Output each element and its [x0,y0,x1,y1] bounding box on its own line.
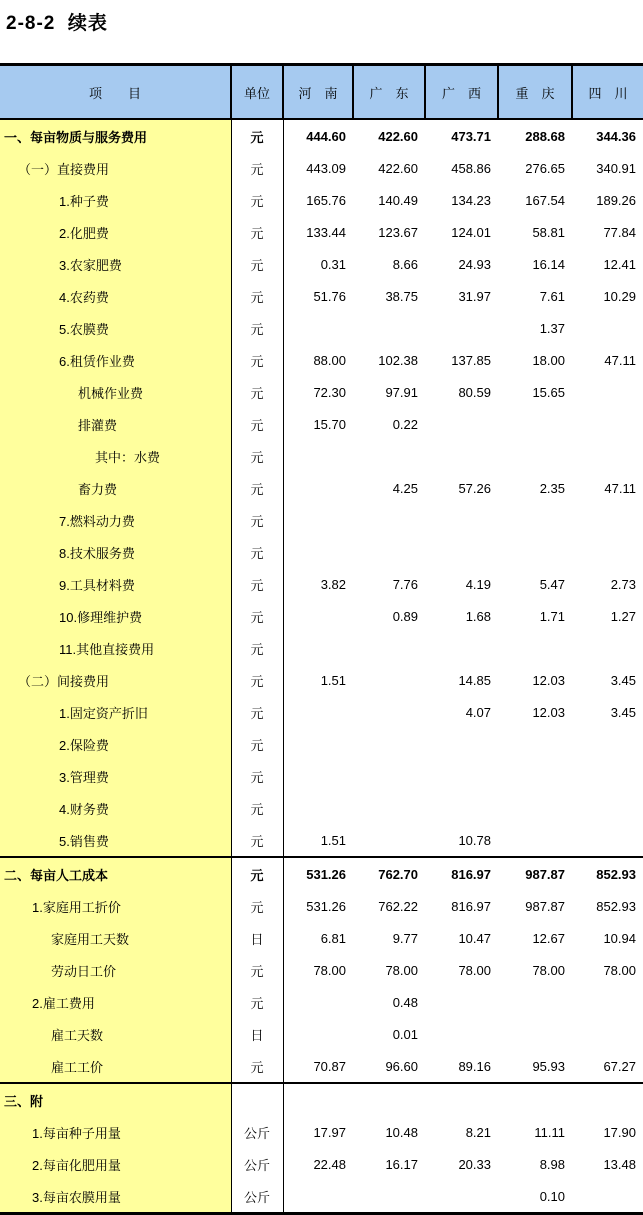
continued-statistics-table [0,63,643,1215]
item-label-cell: 4.财务费 [0,792,231,824]
unit-cell: 元 [231,184,283,216]
value-cell: 10.29 [603,288,636,304]
value-cell: 1.68 [465,608,491,624]
value-cell [425,408,498,440]
column-header-guangxi: 广 西 [425,65,498,120]
unit-cell: 元 [231,536,283,568]
table-row [0,1148,643,1180]
value-cell: 12.03 [532,704,565,720]
table-row [0,664,643,696]
value-cell: 8.98 [539,1156,565,1172]
value-cell: 102.38 [378,352,418,368]
value-cell [572,792,643,824]
value-cell: 2.73 [610,576,636,592]
value-cell: 80.59 [458,384,491,400]
value-cell [425,1083,498,1116]
value-cell: 2.35 [539,480,565,496]
value-cell: 78.00 [385,962,418,978]
value-cell: 78.00 [532,962,565,978]
value-cell: 3.45 [610,704,636,720]
column-header-sichuan: 四 川 [572,65,643,120]
value-cell: 10.47 [458,930,491,946]
value-cell: 816.97 [451,898,491,914]
unit-cell: 日 [231,922,283,954]
unit-cell: 元 [231,344,283,376]
unit-cell: 元 [231,728,283,760]
item-label-cell: （一）直接费用 [0,152,231,184]
value-cell: 17.90 [603,1124,636,1140]
table-row [0,922,643,954]
table-row [0,728,643,760]
value-cell: 51.76 [313,288,346,304]
unit-cell [231,1083,283,1116]
item-label-cell: 二、每亩人工成本 [0,857,231,890]
value-cell [498,824,572,857]
value-cell: 288.68 [525,128,565,144]
table-row [0,376,643,408]
value-cell: 9.77 [392,930,418,946]
value-cell [353,312,425,344]
value-cell: 16.14 [532,256,565,272]
unit-cell: 元 [231,312,283,344]
value-cell [498,728,572,760]
value-cell [425,536,498,568]
value-cell: 852.93 [596,898,636,914]
value-cell [353,664,425,696]
value-cell [425,312,498,344]
value-cell: 852.93 [572,857,643,890]
unit-cell: 元 [231,504,283,536]
unit-cell: 元 [231,376,283,408]
item-label-cell: 雇工天数 [0,1018,231,1050]
table-row [0,600,643,632]
value-cell [353,824,425,857]
value-cell: 167.54 [525,192,565,208]
value-cell [353,760,425,792]
unit-cell: 元 [231,632,283,664]
value-cell [283,504,353,536]
value-cell: 17.97 [313,1124,346,1140]
item-label-cell: 2.雇工费用 [0,986,231,1018]
value-cell [353,696,425,728]
value-cell: 0.31 [320,256,346,272]
value-cell [283,1083,353,1116]
table-row [0,536,643,568]
value-cell: 97.91 [385,384,418,400]
value-cell: 4.07 [465,704,491,720]
item-label-cell: 3.每亩农膜用量 [0,1180,231,1214]
item-label-cell: 1.种子费 [0,184,231,216]
value-cell: 12.03 [532,672,565,688]
value-cell: 10.94 [603,930,636,946]
value-cell: 276.65 [525,160,565,176]
value-cell: 422.60 [378,128,418,144]
value-cell: 95.93 [532,1058,565,1074]
unit-cell: 元 [231,890,283,922]
value-cell: 96.60 [385,1058,418,1074]
value-cell [572,986,643,1018]
value-cell: 0.89 [392,608,418,624]
unit-cell: 元 [231,760,283,792]
unit-cell: 元 [231,568,283,600]
value-cell: 10.78 [458,832,491,848]
item-label-cell: 4.农药费 [0,280,231,312]
value-cell: 340.91 [596,160,636,176]
value-cell: 20.33 [458,1156,491,1172]
item-label-cell: 其中：水费 [0,440,231,472]
value-cell [572,728,643,760]
unit-cell: 元 [231,664,283,696]
unit-cell: 元 [231,954,283,986]
table-row [0,472,643,504]
unit-cell: 元 [231,986,283,1018]
item-label-cell: 雇工工价 [0,1050,231,1083]
value-cell [283,1018,353,1050]
value-cell [283,536,353,568]
value-cell [353,536,425,568]
value-cell: 0.22 [392,416,418,432]
value-cell: 89.16 [458,1058,491,1074]
page-title: 2-8-2 续表 [6,13,108,34]
value-cell: 344.36 [596,128,636,144]
value-cell [283,1180,353,1214]
value-cell: 165.76 [306,192,346,208]
item-label-cell: 家庭用工天数 [0,922,231,954]
value-cell [353,440,425,472]
item-label-cell: （二）间接费用 [0,664,231,696]
unit-cell: 元 [231,248,283,280]
table-row [0,119,643,152]
value-cell: 1.51 [320,832,346,848]
item-label-cell: 5.销售费 [0,824,231,857]
value-cell [572,1083,643,1116]
value-cell [353,792,425,824]
value-cell: 16.17 [385,1156,418,1172]
value-cell: 13.48 [603,1156,636,1172]
value-cell: 11.11 [534,1124,565,1140]
unit-cell: 元 [231,440,283,472]
value-cell: 58.81 [532,224,565,240]
item-label-cell: 畜力费 [0,472,231,504]
table-row [0,248,643,280]
unit-cell: 元 [231,216,283,248]
value-cell [572,632,643,664]
value-cell: 31.97 [458,288,491,304]
value-cell: 15.70 [313,416,346,432]
value-cell: 473.71 [451,128,491,144]
value-cell: 10.48 [385,1124,418,1140]
value-cell: 987.87 [498,857,572,890]
value-cell [425,986,498,1018]
item-label-cell: 1.固定资产折旧 [0,696,231,728]
table-row [0,1050,643,1083]
table-row [0,344,643,376]
value-cell [498,440,572,472]
unit-cell: 元 [231,119,283,152]
value-cell: 14.85 [458,672,491,688]
item-label-cell: 10.修理维护费 [0,600,231,632]
item-label-cell: 7.燃料动力费 [0,504,231,536]
table-row [0,696,643,728]
value-cell: 22.48 [313,1156,346,1172]
item-label-cell: 2.保险费 [0,728,231,760]
value-cell [425,760,498,792]
value-cell: 78.00 [313,962,346,978]
value-cell [283,600,353,632]
item-label-cell: 三、附 [0,1083,231,1116]
item-label-cell: 5.农膜费 [0,312,231,344]
column-header-chongqing: 重 庆 [498,65,572,120]
value-cell: 458.86 [451,160,491,176]
value-cell: 987.87 [525,898,565,914]
value-cell: 762.22 [378,898,418,914]
value-cell: 1.71 [539,608,565,624]
value-cell [498,792,572,824]
value-cell [498,1083,572,1116]
value-cell: 189.26 [596,192,636,208]
value-cell [353,1180,425,1214]
value-cell: 18.00 [532,352,565,368]
value-cell [283,696,353,728]
column-header-henan: 河 南 [283,65,353,120]
value-cell [425,1180,498,1214]
table-row [0,312,643,344]
value-cell [283,728,353,760]
value-cell: 8.21 [465,1124,491,1140]
value-cell [353,632,425,664]
value-cell [498,536,572,568]
unit-cell: 元 [231,280,283,312]
column-header-item: 项 目 [0,65,231,120]
item-label-cell: 2.化肥费 [0,216,231,248]
value-cell: 1.37 [539,320,565,336]
item-label-cell: 11.其他直接费用 [0,632,231,664]
value-cell [572,760,643,792]
value-cell: 4.19 [465,576,491,592]
table-row [0,1180,643,1214]
table-row [0,760,643,792]
value-cell: 137.85 [451,352,491,368]
value-cell [353,1083,425,1116]
value-cell: 3.45 [610,672,636,688]
table-row [0,986,643,1018]
column-header-guangdong: 广 东 [353,65,425,120]
value-cell: 123.67 [378,224,418,240]
value-cell: 57.26 [458,480,491,496]
item-label-cell: 6.租赁作业费 [0,344,231,376]
value-cell [283,632,353,664]
value-cell: 1.51 [320,672,346,688]
unit-cell: 元 [231,696,283,728]
value-cell [283,440,353,472]
table-row [0,792,643,824]
table-row [0,857,643,890]
value-cell: 531.26 [283,857,353,890]
value-cell [572,1018,643,1050]
value-cell: 0.10 [539,1188,565,1204]
value-cell: 1.27 [610,608,636,624]
item-label-cell: 9.工具材料费 [0,568,231,600]
value-cell: 78.00 [458,962,491,978]
unit-cell: 元 [231,408,283,440]
item-label-cell: 1.家庭用工折价 [0,890,231,922]
value-cell [498,504,572,536]
value-cell: 47.11 [604,480,636,496]
value-cell [498,1018,572,1050]
value-cell: 67.27 [603,1058,636,1074]
value-cell: 140.49 [378,192,418,208]
value-cell: 0.48 [392,994,418,1010]
value-cell: 24.93 [458,256,491,272]
item-label-cell: 1.每亩种子用量 [0,1116,231,1148]
table-row [0,568,643,600]
table-body [0,119,643,1214]
value-cell: 531.26 [306,898,346,914]
unit-cell: 公斤 [231,1180,283,1214]
item-label-cell: 一、每亩物质与服务费用 [0,119,231,152]
table-row [0,504,643,536]
table-header [0,65,643,120]
value-cell [572,536,643,568]
value-cell: 15.65 [532,384,565,400]
value-cell: 12.67 [532,930,565,946]
item-label-cell: 2.每亩化肥用量 [0,1148,231,1180]
header-row [0,65,643,120]
table-row [0,824,643,857]
value-cell: 6.81 [320,930,346,946]
value-cell [425,632,498,664]
unit-cell: 公斤 [231,1116,283,1148]
value-cell [572,1180,643,1214]
value-cell [353,504,425,536]
value-cell [283,792,353,824]
value-cell: 124.01 [451,224,491,240]
item-label-cell: 3.农家肥费 [0,248,231,280]
value-cell [498,986,572,1018]
column-header-unit: 单位 [231,65,283,120]
unit-cell: 元 [231,600,283,632]
table-row [0,1018,643,1050]
value-cell [498,760,572,792]
value-cell [425,728,498,760]
value-cell [283,472,353,504]
value-cell: 78.00 [603,962,636,978]
unit-cell: 元 [231,472,283,504]
value-cell: 77.84 [603,224,636,240]
value-cell: 5.47 [539,576,565,592]
value-cell [425,1018,498,1050]
unit-cell: 元 [231,824,283,857]
value-cell: 3.82 [320,576,346,592]
table-row [0,440,643,472]
value-cell [425,440,498,472]
table-row [0,1116,643,1148]
table-row [0,408,643,440]
value-cell [425,504,498,536]
value-cell [572,440,643,472]
value-cell [572,824,643,857]
unit-cell: 元 [231,152,283,184]
value-cell [353,728,425,760]
item-label-cell: 3.管理费 [0,760,231,792]
value-cell: 422.60 [378,160,418,176]
value-cell [283,760,353,792]
value-cell [498,632,572,664]
item-label-cell: 劳动日工价 [0,954,231,986]
table-row [0,280,643,312]
value-cell: 134.23 [451,192,491,208]
value-cell [283,312,353,344]
table-row [0,1083,643,1116]
value-cell: 133.44 [306,224,346,240]
value-cell: 443.09 [306,160,346,176]
value-cell: 4.25 [392,480,418,496]
item-label-cell: 8.技术服务费 [0,536,231,568]
value-cell: 7.76 [392,576,418,592]
table-row [0,152,643,184]
unit-cell: 元 [231,792,283,824]
value-cell [283,986,353,1018]
value-cell [572,312,643,344]
unit-cell: 公斤 [231,1148,283,1180]
value-cell: 70.87 [313,1058,346,1074]
value-cell [572,376,643,408]
table-row [0,184,643,216]
value-cell: 38.75 [385,288,418,304]
value-cell: 762.70 [353,857,425,890]
value-cell: 0.01 [392,1026,418,1042]
unit-cell: 元 [231,1050,283,1083]
value-cell: 444.60 [306,128,346,144]
value-cell: 12.41 [603,256,636,272]
table-row [0,954,643,986]
value-cell [498,408,572,440]
table-row [0,632,643,664]
value-cell: 7.61 [539,288,565,304]
value-cell: 88.00 [313,352,346,368]
value-cell [572,504,643,536]
item-label-cell: 排灌费 [0,408,231,440]
table-row [0,890,643,922]
value-cell [425,792,498,824]
value-cell: 47.11 [604,352,636,368]
unit-cell: 日 [231,1018,283,1050]
value-cell: 72.30 [313,384,346,400]
value-cell [572,408,643,440]
item-label-cell: 机械作业费 [0,376,231,408]
table-row [0,216,643,248]
value-cell: 816.97 [425,857,498,890]
value-cell: 8.66 [392,256,418,272]
unit-cell: 元 [231,857,283,890]
